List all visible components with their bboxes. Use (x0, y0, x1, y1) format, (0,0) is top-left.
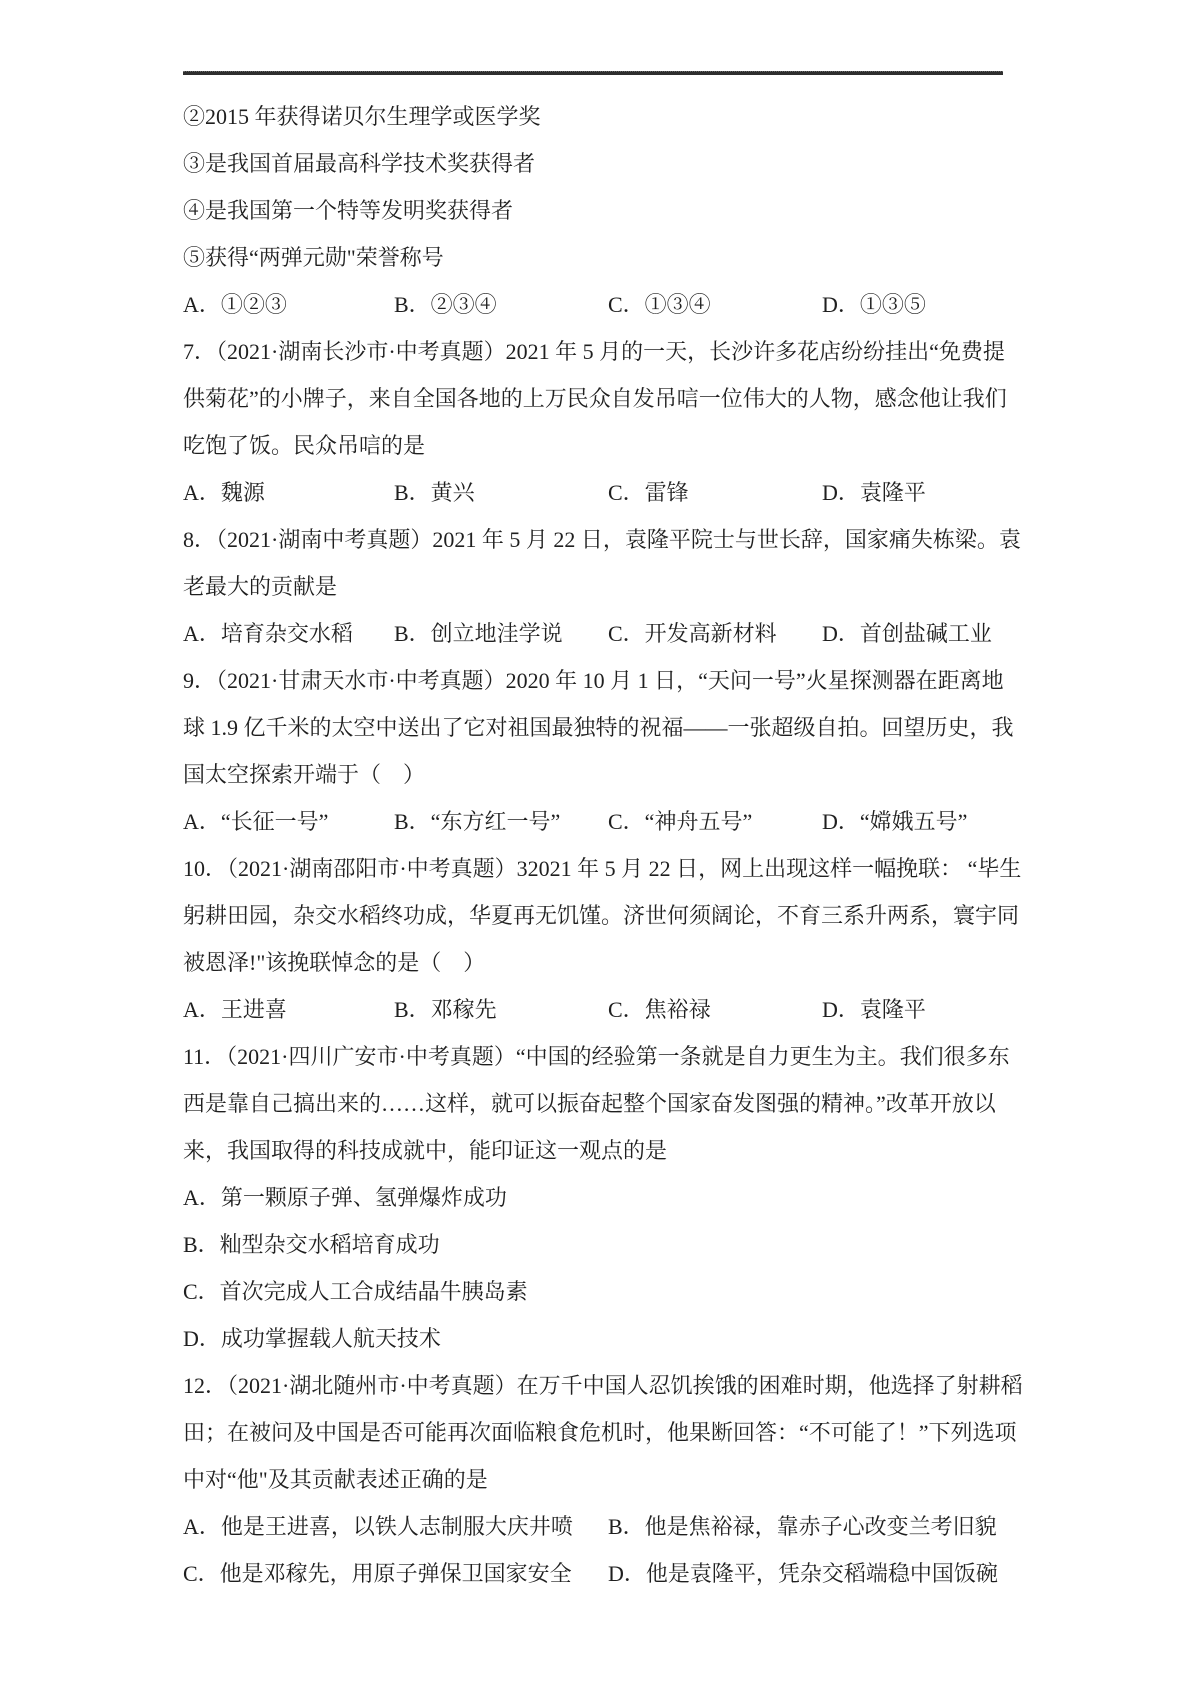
text-line: A．第一颗原子弹、氢弹爆炸成功 (183, 1185, 507, 1210)
option-item: A．他是王进喜，以铁人志制服大庆井喷 (183, 1514, 573, 1539)
text-line: ②2015 年获得诺贝尔生理学或医学奖 (183, 104, 541, 129)
text-line: 被恩泽!"该挽联悼念的是（ ） (183, 950, 486, 975)
option-item: A．“长征一号” (183, 809, 329, 834)
text-line: 12．（2021·湖北随州市·中考真题）在万千中国人忍饥挨饿的困难时期，他选择了射耕稻 (183, 1373, 1023, 1398)
option-item: D．首创盐碱工业 (822, 621, 992, 646)
text-line: 9．（2021·甘肃天水市·中考真题）2020 年 10 月 1 日，“天问一号”火星探测器在距离地 (183, 668, 1004, 693)
text-line: 10．（2021·湖南邵阳市·中考真题）32021 年 5 月 22 日，网上出现这样一幅挽联： “毕生 (183, 856, 1022, 881)
option-item: B．创立地洼学说 (394, 621, 563, 646)
option-item: C．开发高新材料 (608, 621, 777, 646)
text-line: 供菊花”的小牌子，来自全国各地的上万民众自发吊唁一位伟大的人物，感念他让我们 (183, 386, 1007, 411)
text-line: 老最大的贡献是 (183, 574, 338, 599)
text-line: ④是我国第一个特等发明奖获得者 (183, 198, 514, 223)
document-body (183, 93, 1023, 1597)
text-line: 吃饱了饭。民众吊唁的是 (183, 433, 426, 458)
option-item: A．王进喜 (183, 997, 287, 1022)
text-line: ③是我国首届最高科学技术奖获得者 (183, 151, 536, 176)
option-item: D．“嫦娥五号” (822, 809, 968, 834)
header-divider-rule (183, 71, 1003, 75)
options-row (183, 798, 1011, 845)
text-line: 躬耕田园，杂交水稻终功成，华夏再无饥馑。济世何须阔论，不育三系升两系，寰宇同 (183, 903, 1020, 928)
option-item: C．①③④ (608, 292, 711, 317)
text-line: B．籼型杂交水稻培育成功 (183, 1232, 440, 1257)
text-line: 西是靠自己搞出来的……这样，就可以振奋起整个国家奋发图强的精神。”改革开放以 (183, 1091, 996, 1116)
text-line: D．成功掌握载人航天技术 (183, 1326, 441, 1351)
option-item: B．②③④ (394, 292, 497, 317)
option-item: B．邓稼先 (394, 997, 497, 1022)
option-item: B．他是焦裕禄，靠赤子心改变兰考旧貌 (608, 1514, 997, 1539)
options-row (183, 986, 1011, 1033)
option-item: D．袁隆平 (822, 997, 926, 1022)
text-line: C．首次完成人工合成结晶牛胰岛素 (183, 1279, 528, 1304)
text-line: 11．（2021·四川广安市·中考真题）“中国的经验第一条就是自力更生为主。我们很多东 (183, 1044, 1010, 1069)
options-row (183, 469, 1011, 516)
text-line: 来，我国取得的科技成就中，能印证这一观点的是 (183, 1138, 668, 1163)
option-item: A．①②③ (183, 292, 287, 317)
options-row (183, 1550, 1011, 1597)
text-line: 8．（2021·湖南中考真题）2021 年 5 月 22 日，袁隆平院士与世长辞，国家痛失栋梁。袁 (183, 527, 1021, 552)
option-item: D．①③⑤ (822, 292, 926, 317)
option-item: D．袁隆平 (822, 480, 926, 505)
option-item: B．黄兴 (394, 480, 475, 505)
options-row (183, 1503, 1011, 1550)
option-item: B．“东方红一号” (394, 809, 561, 834)
option-item: A．培育杂交水稻 (183, 621, 353, 646)
text-line: 球 1.9 亿千米的太空中送出了它对祖国最独特的祝福——一张超级自拍。回望历史，我 (183, 715, 1014, 740)
options-row (183, 281, 1011, 328)
text-line: 国太空探索开端于（ ） (183, 762, 426, 787)
option-item: C．“神舟五号” (608, 809, 753, 834)
text-line: 中对“他"及其贡献表述正确的是 (183, 1467, 488, 1492)
option-item: C．他是邓稼先，用原子弹保卫国家安全 (183, 1561, 572, 1586)
option-item: A．魏源 (183, 480, 265, 505)
option-item: D．他是袁隆平，凭杂交稻端稳中国饭碗 (608, 1561, 998, 1586)
option-item: C．雷锋 (608, 480, 689, 505)
text-line: 田；在被问及中国是否可能再次面临粮食危机时，他果断回答：“不可能了！”下列选项 (183, 1420, 1017, 1445)
option-item: C．焦裕禄 (608, 997, 711, 1022)
text-line: ⑤获得“两弹元勋"荣誉称号 (183, 245, 444, 270)
options-row (183, 610, 1011, 657)
text-line: 7．（2021·湖南长沙市·中考真题）2021 年 5 月的一天，长沙许多花店纷纷挂出“免费提 (183, 339, 1005, 364)
